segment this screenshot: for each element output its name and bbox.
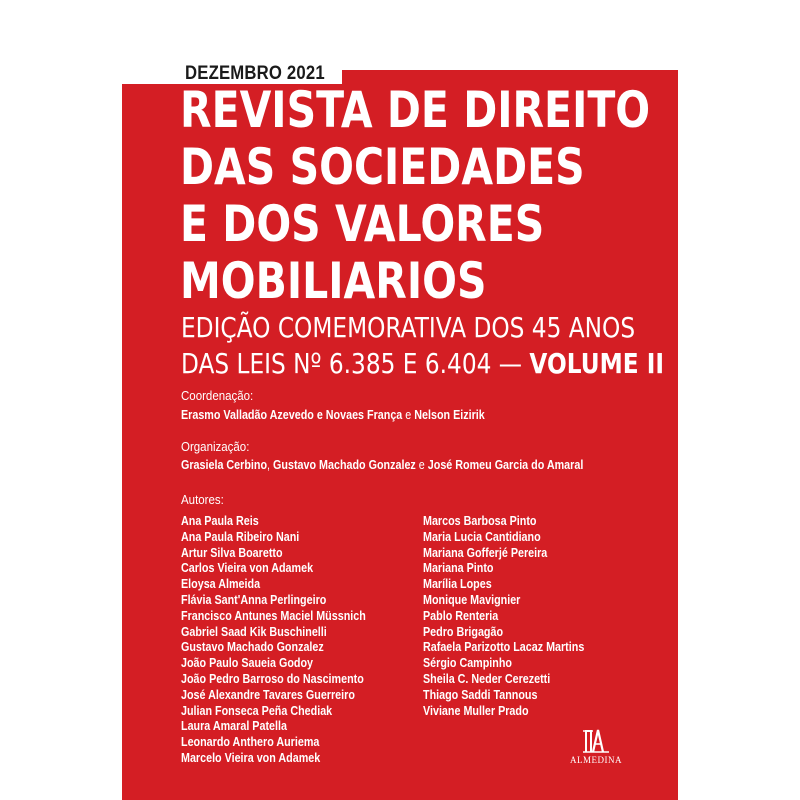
organizer-name: José Romeu Garcia do Amaral xyxy=(427,458,584,472)
author-name: Leonardo Anthero Auriema xyxy=(181,735,320,750)
author-name: Artur Silva Boaretto xyxy=(181,545,283,560)
author-name: Pedro Brigagão xyxy=(423,624,504,639)
subtitle-text: DAS LEIS Nº 6.385 E 6.404 — xyxy=(181,347,523,380)
conjunction: e xyxy=(405,408,412,422)
author-name: Marcos Barbosa Pinto xyxy=(423,514,537,528)
conjunction: e xyxy=(418,458,425,472)
author-name: Laura Amaral Patella xyxy=(181,719,287,734)
author-name: Thiago Saddi Tannous xyxy=(423,687,538,702)
coordination-label: Coordenação: xyxy=(181,389,254,403)
title-line: E DOS VALORES xyxy=(180,195,545,253)
edition-date: DEZEMBRO 2021 xyxy=(185,63,325,84)
author-name: Francisco Antunes Maciel Müssnich xyxy=(181,608,366,623)
title-line: MOBILIARIOS xyxy=(180,252,487,310)
author-name: Marília Lopes xyxy=(423,577,492,592)
author-name: Gabriel Saad Kik Buschinelli xyxy=(181,624,327,639)
author-name: Rafaela Parizotto Lacaz Martins xyxy=(423,640,585,655)
author-name: Gustavo Machado Gonzalez xyxy=(181,640,324,655)
author-name: Julian Fonseca Peña Chediak xyxy=(181,703,333,718)
author-name: Sheila C. Neder Cerezetti xyxy=(423,671,551,686)
author-name: Maria Lucia Cantidiano xyxy=(423,529,541,544)
book-subtitle xyxy=(181,310,664,382)
author-name: Mariana Pinto xyxy=(423,561,494,576)
book-title xyxy=(180,82,650,310)
almedina-logo-icon xyxy=(581,728,611,754)
organization-label: Organização: xyxy=(181,440,250,454)
separator: , xyxy=(267,458,271,472)
author-name: Flávia Sant'Anna Perlingeiro xyxy=(181,592,327,607)
author-name: Carlos Vieira von Adamek xyxy=(181,561,314,576)
author-name: Pablo Renteria xyxy=(423,608,499,623)
author-name: Eloysa Almeida xyxy=(181,577,261,592)
volume-label: VOLUME II xyxy=(529,347,664,380)
authors-list-left xyxy=(181,514,366,767)
organization-names xyxy=(181,458,583,472)
author-name: Sérgio Campinho xyxy=(423,656,512,671)
organizer-name: Gustavo Machado Gonzalez xyxy=(273,458,416,472)
publisher-name: ALMEDINA xyxy=(570,755,622,765)
title-line: REVISTA DE DIREITO xyxy=(180,81,651,139)
author-name: José Alexandre Tavares Guerreiro xyxy=(181,687,355,702)
author-name: Marcelo Vieira von Adamek xyxy=(181,750,321,765)
coordination-names xyxy=(181,408,485,422)
coordinator-name: Erasmo Valladão Azevedo e Novaes França xyxy=(181,408,403,422)
authors-label: Autores: xyxy=(181,493,224,507)
publisher-logo xyxy=(565,728,627,768)
author-name: Mariana Gofferjé Pereira xyxy=(423,545,548,560)
subtitle-line xyxy=(181,346,664,382)
title-line: DAS SOCIEDADES xyxy=(180,138,585,196)
author-name: João Pedro Barroso do Nascimento xyxy=(181,671,364,686)
organizer-name: Grasiela Cerbino xyxy=(181,458,268,472)
subtitle-line: EDIÇÃO COMEMORATIVA DOS 45 ANOS xyxy=(181,311,636,344)
author-name: João Paulo Saueia Godoy xyxy=(181,656,314,671)
author-name: Ana Paula Reis xyxy=(181,514,259,528)
coordinator-name: Nelson Eizirik xyxy=(414,408,485,422)
authors-list-right xyxy=(423,514,584,719)
author-name: Monique Mavignier xyxy=(423,592,521,607)
author-name: Viviane Muller Prado xyxy=(423,703,529,718)
author-name: Ana Paula Ribeiro Nani xyxy=(181,529,300,544)
